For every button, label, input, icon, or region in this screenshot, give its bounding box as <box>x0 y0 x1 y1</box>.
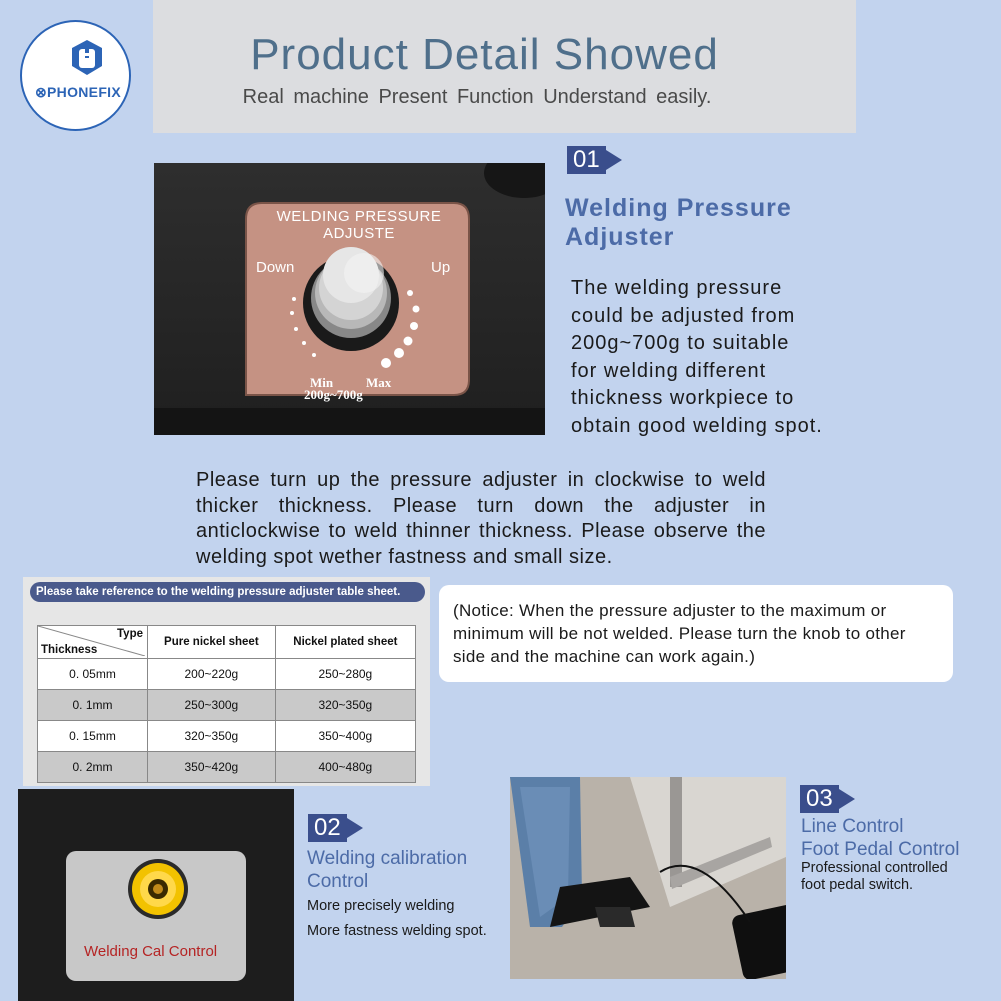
table-banner: Please take reference to the welding pressure adjuster table sheet. <box>30 582 425 602</box>
cell-pure: 320~350g <box>148 721 276 752</box>
panel-range-label: 200g~700g <box>304 387 363 402</box>
section-title-2: Control <box>307 871 369 892</box>
section-number-03 <box>800 785 855 813</box>
table-row <box>38 659 416 690</box>
notice-box: (Notice: When the pressure adjuster to the maximum or minimum will be not welded. Please turn the knob to other side and the machine can work again.) <box>439 585 953 682</box>
body-line: for welding different <box>571 359 767 382</box>
cell-plated: 350~400g <box>275 721 415 752</box>
section-number-arrow <box>347 818 363 838</box>
instruction-paragraph: Please turn up the pressure adjuster in clockwise to weld thicker thickness. Please turn down the adjuster in anticlockwise to weld thinner thickness. Please observe the welding spot wether fastness and small size. <box>196 469 766 568</box>
calibration-control-photo <box>18 789 294 1001</box>
section-number-arrow <box>606 150 622 170</box>
section-number-02 <box>308 814 363 842</box>
cell-thickness: 0. 1mm <box>38 690 148 721</box>
panel-max-label: Max <box>366 375 392 390</box>
calibration-knob-icon <box>126 857 190 921</box>
cell-thickness: 0. 05mm <box>38 659 148 690</box>
body-line: 200g~700g to suitable <box>571 332 790 354</box>
section-number-arrow <box>839 789 855 809</box>
page-subtitle: Real machine Present Function Understand easily. <box>242 86 712 108</box>
wrench-logo-icon <box>69 38 105 78</box>
cell-thickness: 0. 15mm <box>38 721 148 752</box>
col-header-plated: Nickel plated sheet <box>275 626 415 659</box>
body-line: obtain good welding spot. <box>571 414 823 437</box>
feature-line: Professional controlled <box>801 860 948 876</box>
body-line: could be adjusted from <box>571 304 796 327</box>
close-circle-icon: ⊗ <box>35 84 48 100</box>
cell-pure: 250~300g <box>148 690 276 721</box>
cell-thickness: 0. 2mm <box>38 752 148 783</box>
panel-min-label: Min <box>310 375 334 390</box>
panel-down-label: Down <box>256 259 295 276</box>
feature-line: More fastness welding spot. <box>307 923 487 939</box>
table-row <box>38 721 416 752</box>
feature-line: foot pedal switch. <box>801 877 914 893</box>
section-number-01 <box>567 146 622 174</box>
section-number: 02 <box>308 814 347 842</box>
cell-plated: 250~280g <box>275 659 415 690</box>
brand-name: PHONEFIX <box>47 84 121 100</box>
section-number: 03 <box>800 785 839 813</box>
cell-plated: 320~350g <box>275 690 415 721</box>
corner-type: Type <box>117 628 143 640</box>
cell-plated: 400~480g <box>275 752 415 783</box>
section-title-2: Adjuster <box>565 223 675 251</box>
foot-pedal-photo <box>510 777 786 979</box>
pressure-adjuster-photo <box>154 163 545 435</box>
panel-title-2: ADJUSTE <box>323 225 395 242</box>
calibration-label: Welding Cal Control <box>84 943 218 960</box>
section-number: 01 <box>567 146 606 174</box>
pressure-table <box>37 625 416 783</box>
page-title: Product Detail Showed <box>250 30 719 79</box>
table-row <box>38 690 416 721</box>
body-line: thickness workpiece to <box>571 387 795 409</box>
section-title: Welding Pressure <box>565 194 792 222</box>
table-corner <box>38 626 148 659</box>
body-line: The welding pressure <box>571 277 783 299</box>
corner-thickness: Thickness <box>41 644 98 656</box>
section-title-2: Foot Pedal Control <box>801 839 960 860</box>
panel-title: WELDING PRESSURE <box>276 208 442 225</box>
section-title: Line Control <box>801 816 904 837</box>
cell-pure: 350~420g <box>148 752 276 783</box>
panel-up-label: Up <box>431 259 451 276</box>
feature-line: More precisely welding <box>307 898 455 914</box>
col-header-pure: Pure nickel sheet <box>148 626 276 659</box>
table-row <box>38 752 416 783</box>
section-title: Welding calibration <box>307 848 468 869</box>
brand-logo[interactable] <box>20 20 131 131</box>
section1-body <box>571 275 823 440</box>
cell-pure: 200~220g <box>148 659 276 690</box>
